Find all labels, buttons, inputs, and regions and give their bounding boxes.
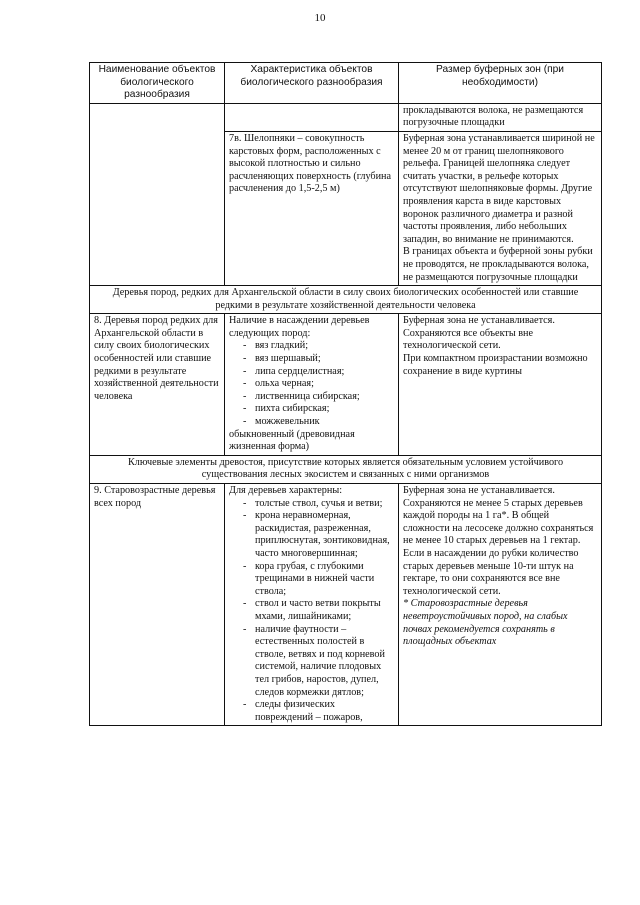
- species-list: [229, 340, 394, 453]
- list-intro: Для деревьев характерны:: [229, 485, 343, 496]
- cell-buffer-continued: прокладываются волока, не размещаются погрузочные площадки: [399, 103, 602, 131]
- section-row: [90, 286, 602, 314]
- cell-rare-species-buffer: [399, 314, 602, 456]
- list-item: - следы физических повреждений – пожаров,: [229, 699, 394, 724]
- list-item: - можжевельник: [229, 416, 394, 429]
- list-item: - ствол и часто ветви покрыты мхами, лишайниками;: [229, 598, 394, 623]
- list-item-continued: обыкновенный (древовидная жизненная форма): [229, 428, 355, 453]
- footnote-text: * Старовозрастные деревья неветроустойчивых пород, на слабых почвах рекомендуется сохранять в площадных объектах: [403, 598, 568, 648]
- header-objects-characteristics: Характеристика объектов биологического разнообразия: [225, 63, 399, 104]
- features-list: [229, 498, 394, 725]
- buffer-text: Если в насаждении до рубки количество старых деревьев меньше 10-ти штук на гектаре, то они сохраняются все вне технологической сети.: [403, 547, 579, 597]
- list-item: - наличие фаутности – естественных полостей в стволе, ветвях и под корневой системой, наличие плодовых тел грибов, наростов, дупел, следов кормежки дятлов;: [229, 624, 394, 700]
- header-objects-name: Наименование объектов биологического разнообразия: [90, 63, 225, 104]
- buffer-text: Буферная зона не устанавливается. Сохраняются не менее 5 старых деревьев каждой породы на 1 га*. В общей сложности на лесосеке должно сохраняться не менее 10 старых деревьев на 1 гектар.: [403, 485, 594, 547]
- section-title-rare-species: Деревья пород, редких для Архангельской области в силу своих биологических особенностей или ставшие редкими в результате хозяйственной деятельности человека: [90, 286, 602, 314]
- list-item: - кора грубая, с глубокими трещинами в нижней части ствола;: [229, 561, 394, 599]
- header-buffer-zone-size: Размер буферных зон (при необходимости): [399, 63, 602, 104]
- section-title-key-elements: Ключевые элементы древостоя, присутствие которых является обязательным условием устойчивого существования лесных экосистем и связанных с ними организмов: [90, 455, 602, 483]
- list-item: - липа сердцелистная;: [229, 366, 394, 379]
- biodiversity-table: [89, 62, 602, 726]
- list-item: - толстые ствол, сучья и ветви;: [229, 498, 394, 511]
- cell-old-trees-name: 9. Старовозрастные деревья всех пород: [90, 484, 225, 726]
- buffer-text: Буферная зона устанавливается шириной не менее 20 м от границ шелопнякового рельефа. Границей шелопняка следует считать участки, в рельефе которых отсутствуют шелопняковые формы. Другие проявления карста в виде карстовых воронок различного диаметра и разной частоты проявления, либо небольших западин, во внимание не принимаются.: [403, 132, 595, 245]
- buffer-text: При компактном произрастании возможно сохранение в виде куртины: [403, 353, 588, 377]
- cell-empty: [90, 103, 225, 285]
- list-item: - вяз шершавый;: [229, 353, 394, 366]
- cell-rare-species-list: [225, 314, 399, 456]
- table-row: [90, 484, 602, 726]
- buffer-text: Буферная зона не устанавливается. Сохраняются все объекты вне технологической сети.: [403, 315, 555, 352]
- list-item: - лиственница сибирская;: [229, 391, 394, 404]
- list-intro: Наличие в насаждении деревьев следующих пород:: [229, 315, 370, 339]
- table-row: [90, 314, 602, 456]
- cell-old-trees-buffer: [399, 484, 602, 726]
- list-item: - пихта сибирская;: [229, 403, 394, 416]
- cell-shelopnyaki-description: 7в. Шелопняки – совокупность карстовых форм, расположенных с высокой плотностью и сильно расчленяющих поверхность (глубина расчленения до 1,5-2,5 м): [225, 131, 399, 285]
- section-row: [90, 455, 602, 483]
- cell-empty: [225, 103, 399, 131]
- list-item: - крона неравномерная, раскидистая, разреженная, приплюснутая, зонтиковидная, часто многовершинная;: [229, 510, 394, 560]
- page-number: 10: [314, 12, 326, 24]
- cell-rare-species-name: 8. Деревья пород редких для Архангельской области в силу своих биологических особенностей или ставшие редкими в результате хозяйственной деятельности человека: [90, 314, 225, 456]
- list-item: - ольха черная;: [229, 378, 394, 391]
- cell-shelopnyaki-buffer: [399, 131, 602, 285]
- buffer-text: В границах объекта и буферной зоны рубки не проводятся, не прокладываются волока, не размещаются погрузочные площадки: [403, 246, 593, 283]
- list-item: - вяз гладкий;: [229, 340, 394, 353]
- table-header-row: [90, 63, 602, 104]
- table-row: [90, 103, 602, 131]
- cell-old-trees-features: [225, 484, 399, 726]
